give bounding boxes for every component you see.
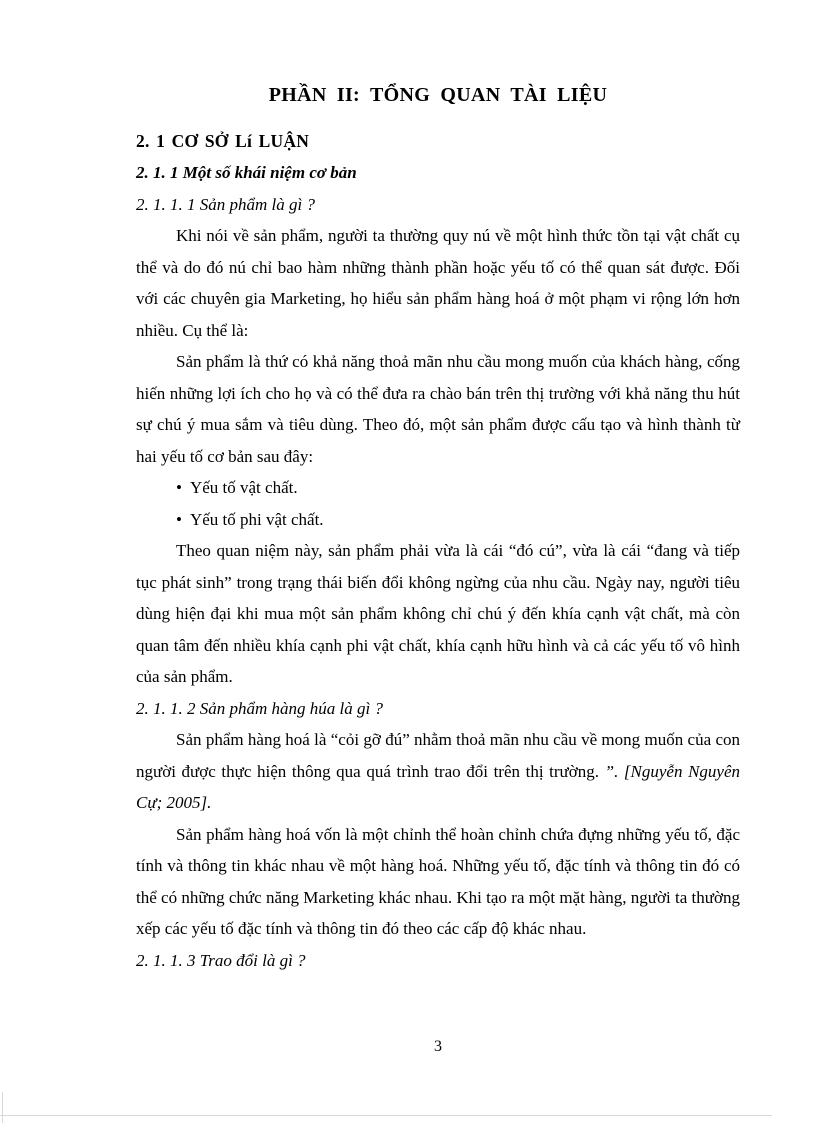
paragraph-5: Sản phẩm hàng hoá vốn là một chỉnh thể hoàn chỉnh chứa đựng những yếu tố, đặc tính và thông tin khác nhau về một hàng hoá. Những yếu tố, đặc tính và thông tin đó có thể có những chức năng Marketing khác nhau. Khi tạo ra một mặt hàng, người ta thường xếp các yếu tố đặc tính và thông tin đó theo các cấp độ khác nhau. bbox=[136, 824, 740, 938]
bullet-text-1: Yếu tố vật chất. bbox=[189, 478, 298, 497]
bullet-marker-icon: • bbox=[176, 478, 182, 497]
bullet-text-2: Yếu tố phi vật chất. bbox=[189, 509, 324, 529]
heading-section: 2. 1 CƠ SỞ Lí LUẬN bbox=[136, 130, 310, 151]
paragraph-4 bbox=[136, 724, 740, 819]
paragraph-4-text: Sản phẩm hàng hoá là “cỏi gỡ đú” nhằm thoả mãn nhu cầu về mong muốn của con người được thực hiện thông qua quá trình trao đổi trên thị trường. bbox=[136, 730, 740, 781]
heading-item-2: 2. 1. 1. 2 Sản phẩm hàng húa là gì ? bbox=[136, 698, 383, 718]
heading-subsection: 2. 1. 1 Một số khái niệm cơ bản bbox=[136, 163, 357, 182]
document-title: PHẦN II: TỔNG QUAN TÀI LIỆU bbox=[268, 84, 608, 106]
page-content bbox=[136, 80, 740, 976]
page-left-edge bbox=[2, 1092, 3, 1123]
heading-item-1: 2. 1. 1. 1 Sản phẩm là gì ? bbox=[136, 194, 315, 214]
page-number: 3 bbox=[434, 1038, 442, 1055]
bullet-marker-icon: • bbox=[176, 509, 182, 529]
paragraph-2: Sản phẩm là thứ có khả năng thoả mãn nhu cầu mong muốn của khách hàng, cống hiến những lợi ích cho họ và có thể đưa ra chào bán trên thị trường với khả năng thu hút sự chú ý mua sắm và tiêu dùng. Theo đó, một sản phẩm được cấu tạo và hình thành từ hai yếu tố cơ bản sau đây: bbox=[136, 352, 740, 466]
bullet-item-1 bbox=[136, 472, 740, 504]
heading-item-3: 2. 1. 1. 3 Trao đổi là gì ? bbox=[136, 950, 306, 970]
bullet-item-2 bbox=[136, 504, 740, 536]
page-bottom-edge bbox=[0, 1115, 772, 1116]
paragraph-1: Khi nói về sản phẩm, người ta thường quy nú về một hình thức tồn tại vật chất cụ thể và do đó nú chỉ bao hàm những thành phần hoặc yếu tố có thể quan sát được. Đối với các chuyên gia Marketing, họ hiểu sản phẩm hàng hoá ở một phạm vi rộng lớn hơn nhiều. Cụ thể là: bbox=[136, 226, 740, 340]
citation-reference: ”. [Nguyễn Nguyên Cự; 2005]. bbox=[136, 761, 741, 812]
paragraph-3: Theo quan niệm này, sản phẩm phải vừa là cái “đó cú”, vừa là cái “đang và tiếp tục phát sinh” trong trạng thái biến đổi không ngừng của nhu cầu. Ngày nay, người tiêu dùng hiện đại khi mua một sản phẩm không chỉ chú ý đến khía cạnh vật chất, mà còn quan tâm đến nhiều khía cạnh phi vật chất, khía cạnh hữu hình và cả các yếu tố vô hình của sản phẩm. bbox=[136, 541, 740, 686]
